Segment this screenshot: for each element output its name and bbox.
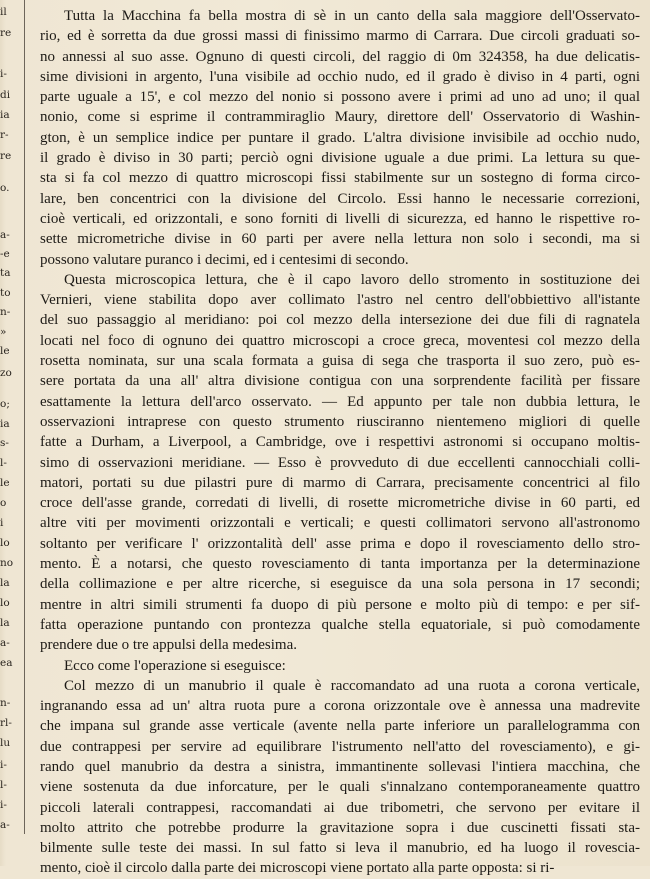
text-line: prendere due o tre appulsi della medesima. [40, 637, 297, 654]
text-line: Ecco come l'operazione si eseguisce: [64, 657, 286, 674]
text-line: rosetta nominata, sur una scala formata a guisa di sega che trasporta il suo zero, può es- [40, 353, 640, 370]
text-line: fatta operazione puntando con prontezza qualche stella equatoriale, si può comodamente [40, 616, 640, 633]
text-line: mento, cioè il circolo dalla parte dei microscopi viene portato alla parte opposta: si ri- [40, 860, 555, 877]
margin-fragment: o [0, 497, 7, 509]
text-line: simo di osservazioni meridiane. — Esso è provveduto di due eccellenti cannocchiali colli- [40, 454, 640, 471]
margin-fragment: le [0, 477, 10, 489]
margin-fragment: n- [0, 697, 11, 709]
margin-fragment: l- [0, 779, 7, 791]
margin-fragment: ia [0, 109, 10, 121]
page-text [40, 6, 640, 877]
margin-fragment: to [0, 287, 11, 299]
margin-fragment: ea [0, 657, 13, 669]
text-line: del suo passaggio al meridiano: poi col mezzo della intersezione dei due fili di ragnatela [40, 312, 640, 329]
text-line: Tutta la Macchina fa bella mostra di sè in un canto della sala maggiore dell'Osservato- [64, 8, 640, 24]
text-line: ingranando essa ad un' altra ruota pure a corona orizzontale ove è annessa una madrevite [40, 698, 640, 715]
text-line: esattamente la lettura dell'arco osservato. — Ed appunto per tale non dubbia lettura, le [40, 393, 640, 410]
paragraph [40, 676, 640, 879]
margin-fragment: la [0, 577, 10, 589]
text-line: sta si fa col mezzo di quattro microscopi fissi stabilmente sur un sostegno di forma circo- [40, 170, 640, 187]
margin-fragment: lo [0, 597, 10, 609]
margin-fragment: a- [0, 819, 10, 831]
paragraph [40, 6, 640, 270]
text-line: soltanto per verificare l' orizzontalità dell' asse prima e dopo il rovesciamento dello stro- [40, 535, 640, 552]
text-line: Vernieri, viene stabilita dopo aver collimato l'astro nel centro dell'obbiettivo all'istante [40, 292, 640, 309]
margin-fragment: re [0, 150, 12, 162]
text-line: possono valutare puranco i decimi, ed i centesimi di secondo. [40, 251, 409, 268]
text-line: altre viti per movimenti orizzontali e verticali; e questi collimatori servono all'astronomo [40, 515, 640, 532]
margin-fragment: lu [0, 737, 11, 749]
text-line: sime divisioni in argento, l'una visibile ad occhio nudo, ed il grado è diviso in 4 parti, ogni [40, 68, 640, 85]
margin-fragment: il [0, 6, 7, 18]
text-line: cioè verticali, ed orizzontali, e sono forniti di livelli di sicurezza, ed hanno le rispettive ro- [40, 210, 640, 227]
text-line: osservazioni intraprese con questo strumento riusciranno nientemeno migliori di quelle [40, 413, 640, 430]
text-line: Questa microscopica lettura, che è il capo lavoro dello stromento in sostituzione dei [64, 271, 640, 288]
gutter-rule [24, 0, 25, 834]
text-line: rando quel manubrio da destra a sinistra, immantinente sollevasi l'intiera macchina, che [40, 758, 640, 775]
margin-fragment: zo [0, 367, 12, 379]
margin-fragment: r- [0, 129, 9, 141]
text-line: locati nel foco di ognuno dei quattro microscopi a croce greca, moventesi col mezzo della [40, 332, 640, 349]
margin-fragment: a- [0, 637, 10, 649]
text-line: parte uguale a 15', e col mezzo del nonio si possono avere i primi ad uno ad uno; il qual [40, 89, 640, 106]
text-line: molto attrito che potrebbe produrre la gravitazione sopra i due cuscinetti fissati sta- [40, 819, 640, 836]
text-line: della collimazione e per altre ricerche, si eseguisce da una sola persona in 17 secondi; [40, 576, 640, 593]
margin-fragment: i- [0, 68, 7, 80]
text-line: che impana sul grande asse verticale (avente nella parte inferiore un parallelogramma con [40, 718, 640, 735]
text-line: mento. È a notarsi, che questo rovesciamento di tanta importanza per la determinazione [40, 556, 640, 573]
margin-fragment: a- [0, 229, 10, 241]
paragraph [40, 656, 640, 676]
margin-fragment: ia [0, 418, 10, 430]
text-line: mentre in altri simili strumenti fa duopo di più persone e molto più di tempo: e per sif- [40, 596, 640, 613]
margin-fragment: s- [0, 437, 9, 449]
text-line: nonio, come si esprime il contrammiraglio Maury, direttore dell' Osservatorio di Washin- [40, 109, 640, 126]
text-line: croce dell'asse grande, corredati di livelli, di rosette micrometriche divise in 60 parti, ed [40, 495, 640, 512]
paragraph [40, 270, 640, 656]
margin-fragment: lo [0, 537, 10, 549]
margin-fragment: i- [0, 799, 7, 811]
margin-fragment: o. [0, 182, 10, 194]
margin-fragment: ta [0, 267, 11, 279]
margin-fragment: » [0, 326, 7, 338]
margin-fragment: no [0, 557, 14, 569]
margin-fragment: le [0, 345, 10, 357]
text-line: bilmente sulle teste dei massi. In sul fatto si leva il manubrio, ed ha luogo il rovescia- [40, 840, 640, 857]
margin-fragment: n- [0, 306, 11, 318]
text-line: lare, ben concentrici con la divisione del Circolo. Essi hanno le necessarie correzioni, [40, 190, 640, 207]
adjacent-page-fragments [0, 0, 18, 866]
margin-fragment: re [0, 27, 12, 39]
text-line: piccoli laterali contrappesi, raccomandati ai due tribometri, che servono per evitare il [40, 799, 640, 816]
margin-fragment: i- [0, 759, 7, 771]
margin-fragment: la [0, 617, 10, 629]
text-line: matori, portati su due pilastri pure di marmo di Carrara, precisamente concentrici al filo [40, 474, 640, 491]
margin-fragment: o; [0, 398, 10, 410]
text-line: due contrappesi per servire ad equilibrare l'istrumento nell'atto del rovesciamento), e gi- [40, 738, 640, 755]
margin-fragment: di [0, 89, 11, 101]
text-line: il grado è diviso in 30 parti; perciò ogni divisione uguale a due primi. La lettura su que- [40, 150, 640, 167]
margin-fragment: i [0, 517, 4, 529]
margin-fragment: rl- [0, 717, 12, 729]
margin-fragment: l- [0, 457, 7, 469]
text-line: sette micrometriche divise in 60 parti per avere nella lettura non solo i secondi, ma si [40, 231, 640, 248]
text-line: sere portata da una all' altra divisione contigua con una sorprendente facilità per fissare [40, 373, 640, 390]
text-line: gton, è un semplice indice per puntare il grado. L'altra divisione invisibile ad occhio nudo, [40, 129, 640, 146]
text-line: viene sostenuta da due inforcature, per le quali s'innalzano contemporaneamente quattro [40, 779, 640, 796]
margin-fragment: -e [0, 248, 10, 260]
text-line: rio, ed è sorretta da due grossi massi di finissimo marmo di Carrara. Due circoli graduati so- [40, 28, 640, 45]
text-line: no annessi al suo asse. Ognuno di questi circoli, del raggio di 0m 324358, ha due delicatis- [40, 48, 640, 65]
text-line: Col mezzo di un manubrio il quale è raccomandato ad una ruota a corona verticale, [64, 677, 640, 694]
text-line: fatte a Durham, a Liverpool, a Cambridge, ove i respettivi astronomi si occupano moltis- [40, 434, 640, 451]
